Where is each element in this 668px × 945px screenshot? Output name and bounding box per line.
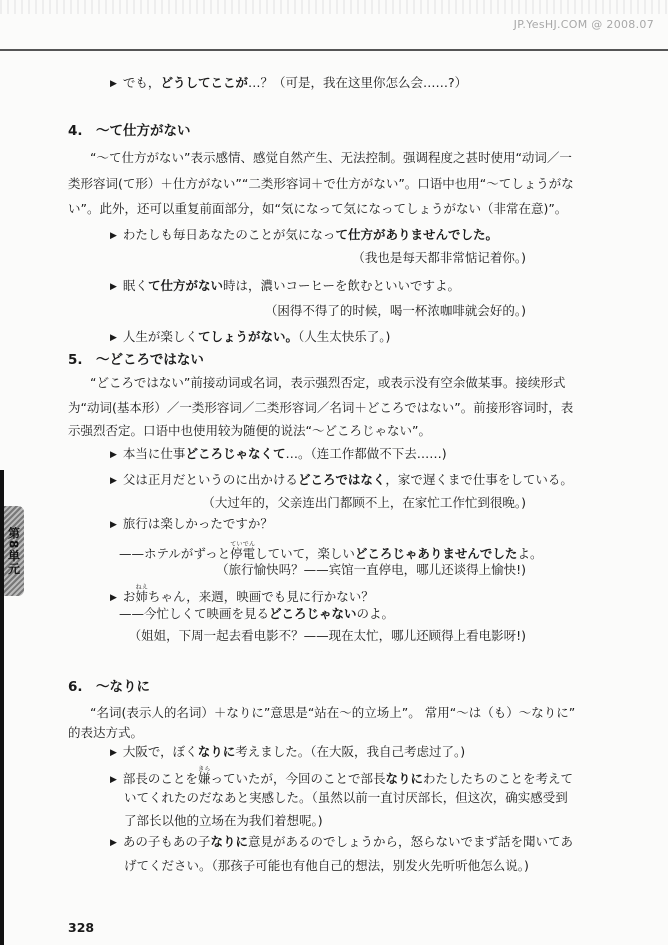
text-segment: 時は，濃いコーヒーを飲むといいですよ。 bbox=[222, 278, 460, 293]
example-sentence bbox=[110, 329, 390, 346]
grammar-highlight: なりに bbox=[385, 771, 423, 786]
example-sentence bbox=[110, 446, 447, 463]
example-continuation bbox=[124, 813, 323, 829]
text-segment: 为“动词(基本形）／一类形容词／二类形容词／名词＋どころではない”。前接形容词时，表 bbox=[68, 400, 574, 415]
paragraph-line bbox=[68, 201, 567, 217]
paragraph-line bbox=[90, 705, 575, 721]
text-segment: …？（可是，我在这里你怎么会……?） bbox=[247, 75, 468, 90]
text-segment: い”。此外，还可以重复前面部分，如“気になって気になってしょうがない（非常在意)”。 bbox=[68, 201, 568, 216]
header-rule bbox=[0, 49, 668, 51]
example-sentence bbox=[110, 278, 460, 295]
example-translation bbox=[129, 628, 526, 644]
furigana: ていでん bbox=[230, 541, 256, 548]
page-number: 328 bbox=[68, 920, 95, 935]
text-segment: （困得不得了的时候，喝一杯浓咖啡就会好的。) bbox=[264, 303, 526, 318]
ruby-base: 嫌 bbox=[197, 771, 211, 786]
bullet-arrow-icon: ▶ bbox=[110, 450, 117, 460]
bullet-arrow-icon: ▶ bbox=[110, 476, 117, 486]
text-segment: お bbox=[122, 589, 136, 604]
text-segment: 本当に仕事 bbox=[122, 446, 186, 461]
watermark: JP.YesHJ.COM @ 2008.07 bbox=[513, 18, 654, 31]
bullet-arrow-icon: ▶ bbox=[110, 231, 117, 241]
text-segment: いてくれたのだなあと実感した。（虽然以前一直讨厌部长，但这次，确实感受到 bbox=[124, 790, 568, 805]
furigana: ねえ bbox=[135, 584, 148, 591]
grammar-highlight: どころではなく bbox=[297, 472, 386, 487]
example-sentence bbox=[110, 584, 374, 606]
example-translation bbox=[202, 495, 526, 511]
bullet-arrow-icon: ▶ bbox=[110, 79, 117, 89]
text-segment: 父は正月だというのに出かける bbox=[122, 472, 298, 487]
bullet-arrow-icon: ▶ bbox=[110, 282, 117, 292]
text-segment: 意見があるのでしょうから，怒らないでまず話を聞いてあ bbox=[247, 834, 573, 849]
example-sentence bbox=[110, 766, 573, 788]
text-segment: 人生が楽しく bbox=[122, 329, 198, 344]
text-segment: （我也是每天都非常惦记着你。) bbox=[352, 250, 526, 265]
text-segment: 大阪で，ぼく bbox=[122, 744, 198, 759]
text-segment: 的表达方式。 bbox=[68, 725, 144, 740]
grammar-highlight: なりに bbox=[210, 834, 248, 849]
ruby-base: 姉 bbox=[135, 589, 148, 604]
text-segment: のよ。 bbox=[356, 606, 395, 621]
paragraph-line bbox=[68, 725, 143, 741]
text-segment: “～て仕方がない”表示感情、感觉自然产生、无法控制。强调程度之甚时使用“动词／一 bbox=[90, 150, 572, 165]
ruby-word bbox=[135, 584, 148, 604]
paragraph-line bbox=[68, 176, 574, 192]
ruby-word bbox=[197, 766, 211, 786]
text-segment: （人生太快乐了。) bbox=[297, 329, 391, 344]
furigana: きら bbox=[197, 766, 211, 773]
text-segment: ——ホテルがずっと bbox=[119, 546, 231, 561]
text-segment: 6. ～なりに bbox=[68, 679, 151, 695]
unit-side-tab: 第8単元 bbox=[4, 506, 24, 596]
example-sentence bbox=[110, 744, 465, 761]
grammar-highlight: てしょうがない。 bbox=[197, 329, 298, 344]
text-segment: げてください。（那孩子可能也有他自己的想法，别发火先听听他怎么说。) bbox=[124, 858, 529, 873]
text-segment: わたしたちのことを考えて bbox=[422, 771, 573, 786]
text-segment: 了部长以他的立场在为我们着想呢。) bbox=[124, 813, 323, 828]
grammar-highlight: て仕方がありませんでした。 bbox=[335, 227, 498, 242]
grammar-highlight: どころじゃない bbox=[269, 606, 357, 621]
text-segment: ちゃん，来週，映画でも見に行かない？ bbox=[147, 589, 374, 604]
grammar-highlight: なりに bbox=[197, 744, 236, 759]
grammar-highlight: どころじゃなくて bbox=[185, 446, 286, 461]
text-segment: 5. ～どころではない bbox=[68, 352, 204, 368]
text-segment: 旅行は楽しかったですか？ bbox=[122, 516, 273, 531]
example-sentence bbox=[110, 834, 573, 851]
grammar-highlight: どうしてここが bbox=[160, 75, 248, 90]
paragraph-line bbox=[68, 400, 573, 416]
section-heading bbox=[68, 352, 204, 368]
text-segment: よ。 bbox=[517, 546, 543, 561]
grammar-highlight: て仕方がない bbox=[147, 278, 223, 293]
example-sentence bbox=[110, 75, 467, 92]
section-heading bbox=[68, 679, 150, 695]
text-segment: ，家で遅くまで仕事をしている。 bbox=[385, 472, 573, 487]
example-translation bbox=[352, 250, 526, 266]
text-segment: “どころではない”前接动词或名词，表示强烈否定，或表示没有空余做某事。接续形式 bbox=[90, 375, 566, 390]
text-segment: 4. ～て仕方がない bbox=[68, 123, 191, 139]
text-segment: 类形容词(て形）＋仕方がない”“二类形容词＋で仕方がない”。口语中也用“～てしょうがな bbox=[68, 176, 574, 191]
bullet-arrow-icon: ▶ bbox=[110, 775, 117, 785]
example-sentence bbox=[110, 516, 273, 533]
scan-noise bbox=[0, 0, 668, 14]
ruby-base: 停電 bbox=[230, 546, 256, 561]
text-segment: していて，楽しい bbox=[255, 546, 355, 561]
text-segment: 部長のことを bbox=[122, 771, 198, 786]
example-reply bbox=[119, 541, 542, 562]
paragraph-line bbox=[90, 150, 572, 166]
example-translation bbox=[265, 303, 526, 319]
section-heading bbox=[68, 123, 191, 139]
text-segment: 考えました。（在大阪，我自己考虑过了。) bbox=[235, 744, 466, 759]
text-segment: …。（连工作都做不下去……) bbox=[285, 446, 447, 461]
example-continuation bbox=[124, 790, 568, 806]
text-segment: （旅行愉快吗？——宾馆一直停电，哪儿还谈得上愉快!) bbox=[216, 562, 526, 577]
bullet-arrow-icon: ▶ bbox=[110, 838, 117, 848]
text-segment: （姐姐，下周一起去看电影不？——现在太忙，哪儿还顾得上看电影呀!) bbox=[128, 628, 526, 643]
text-segment: でも， bbox=[122, 75, 161, 90]
text-segment: わたしも毎日あなたのことが気になっ bbox=[122, 227, 336, 242]
example-translation bbox=[216, 562, 526, 578]
text-segment: あの子もあの子 bbox=[122, 834, 211, 849]
paragraph-line bbox=[90, 375, 565, 391]
ruby-word bbox=[230, 541, 256, 561]
bullet-arrow-icon: ▶ bbox=[110, 748, 117, 758]
text-segment: っていたが，今回のことで部長 bbox=[210, 771, 386, 786]
text-segment: 示强烈否定。口语中也使用较为随便的说法“～どころじゃない”。 bbox=[68, 423, 431, 438]
text-segment: ——今忙しくて映画を見る bbox=[119, 606, 270, 621]
example-continuation bbox=[124, 858, 529, 874]
bullet-arrow-icon: ▶ bbox=[110, 333, 117, 343]
bullet-arrow-icon: ▶ bbox=[110, 520, 117, 530]
example-reply bbox=[119, 606, 394, 622]
text-segment: （大过年的，父亲连出门都顾不上，在家忙工作忙到很晚。) bbox=[202, 495, 526, 510]
example-sentence bbox=[110, 227, 498, 244]
text-segment: 眠く bbox=[122, 278, 148, 293]
bullet-arrow-icon: ▶ bbox=[110, 593, 117, 603]
grammar-highlight: どころじゃありませんでした bbox=[354, 546, 518, 561]
paragraph-line bbox=[68, 423, 431, 439]
text-segment: “名词(表示人的名词）＋なりに”意思是“站在～的立场上”。 常用“～は（も）～なりに” bbox=[90, 705, 576, 720]
example-sentence bbox=[110, 472, 573, 489]
